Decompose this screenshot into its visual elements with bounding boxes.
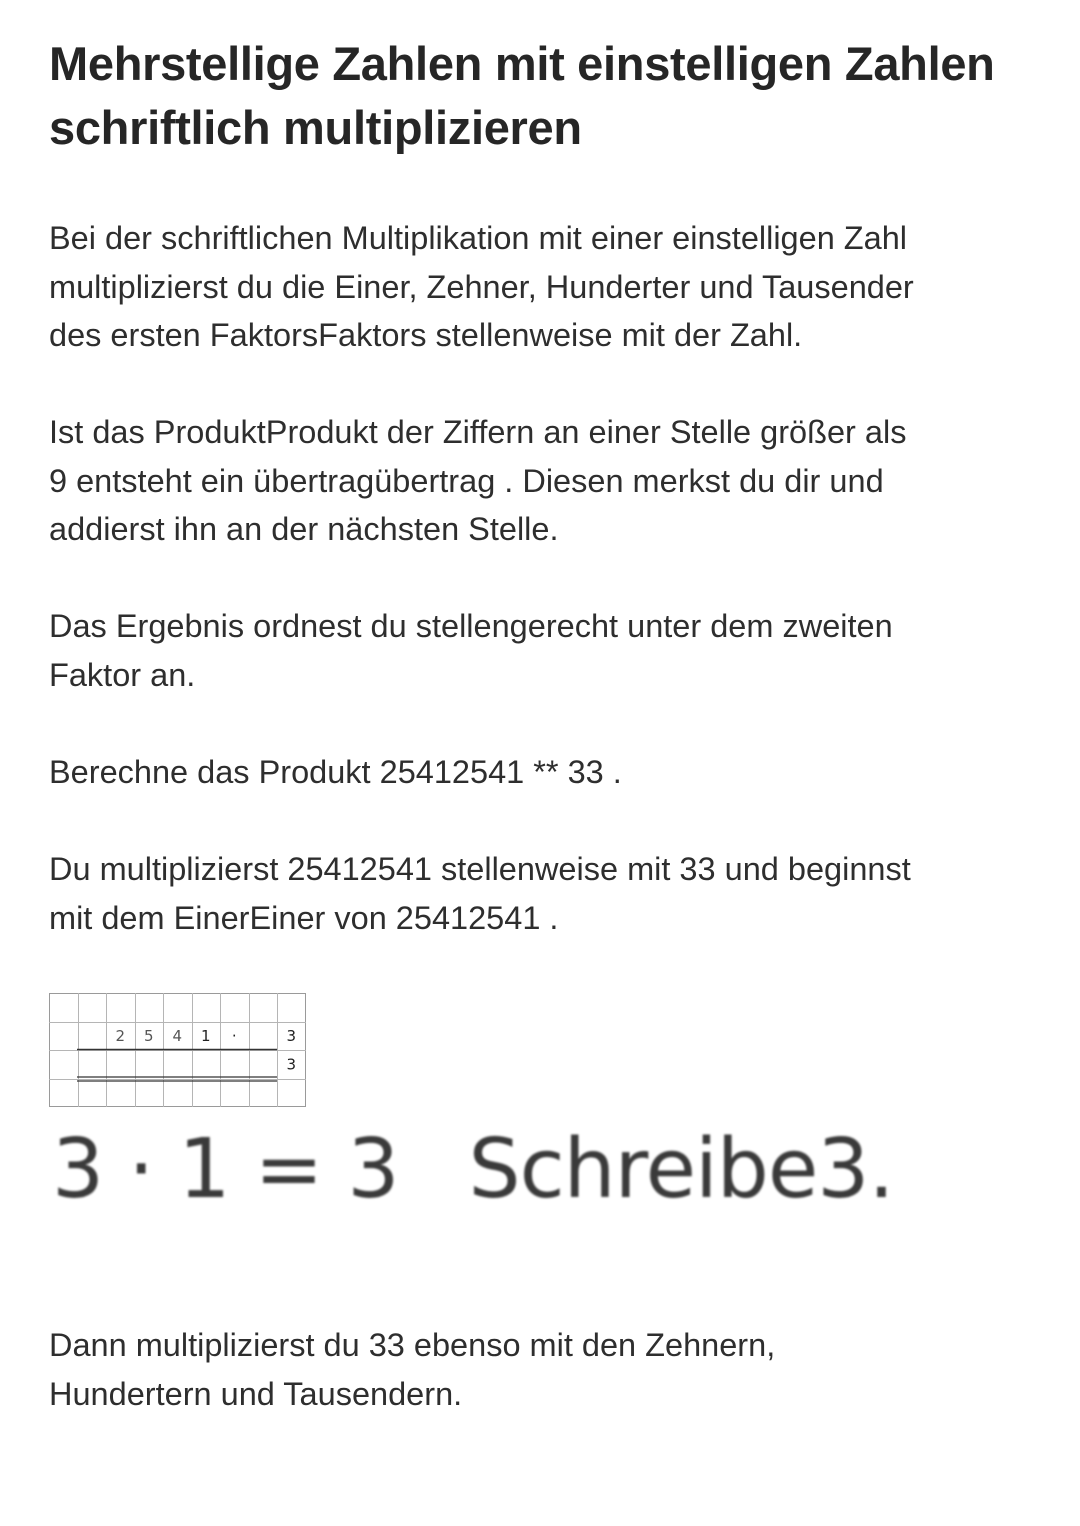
grid-cell-row1-8: 3 bbox=[286, 1026, 297, 1045]
method-paragraph: Du multiplizierst 25412541 stellenweise mit 33 und beginnst mit dem EinerEiner von 25412541 . bbox=[49, 851, 911, 936]
step-caption bbox=[52, 1120, 894, 1220]
grid-svg bbox=[49, 993, 306, 1107]
grid-cell-row1-5: 1 bbox=[200, 1026, 211, 1045]
task-paragraph: Berechne das Produkt 25412541 ** 33 . bbox=[49, 754, 622, 790]
carry-paragraph: Ist das ProduktProdukt der Ziffern an einer Stelle größer als 9 entsteht ein übertragübertrag . Diesen merkst du dir und addierst ihn an der nächsten Stelle. bbox=[49, 414, 907, 547]
grid-row-result bbox=[286, 1055, 296, 1073]
grid-cell-row1-4: 4 bbox=[172, 1026, 183, 1045]
multiplication-grid bbox=[49, 993, 306, 1107]
step-instruction: Schreibe3. bbox=[468, 1122, 894, 1217]
placement-paragraph: Das Ergebnis ordnest du stellengerecht unter dem zweiten Faktor an. bbox=[49, 608, 893, 693]
grid-cell-row2-8: 3 bbox=[286, 1055, 297, 1074]
next-steps-paragraph: Dann multiplizierst du 33 ebenso mit den Zehnern, Hundertern und Tausendern. bbox=[49, 1327, 776, 1412]
page-title: Mehrstellige Zahlen mit einstelligen Zahlen schriftlich multiplizieren bbox=[49, 37, 995, 154]
intro-paragraph: Bei der schriftlichen Multiplikation mit einer einstelligen Zahl multiplizierst du die Einer, Zehner, Hunderter und Tausender des ersten FaktorsFaktors stellenweise mit der Zahl. bbox=[49, 220, 914, 353]
grid-cell-row1-3: 5 bbox=[143, 1026, 154, 1045]
grid-cell-row1-2: 2 bbox=[115, 1026, 126, 1045]
step-equation: 3 · 1 = 3 bbox=[52, 1122, 399, 1217]
grid-cell-row1-6: · bbox=[231, 1026, 237, 1045]
